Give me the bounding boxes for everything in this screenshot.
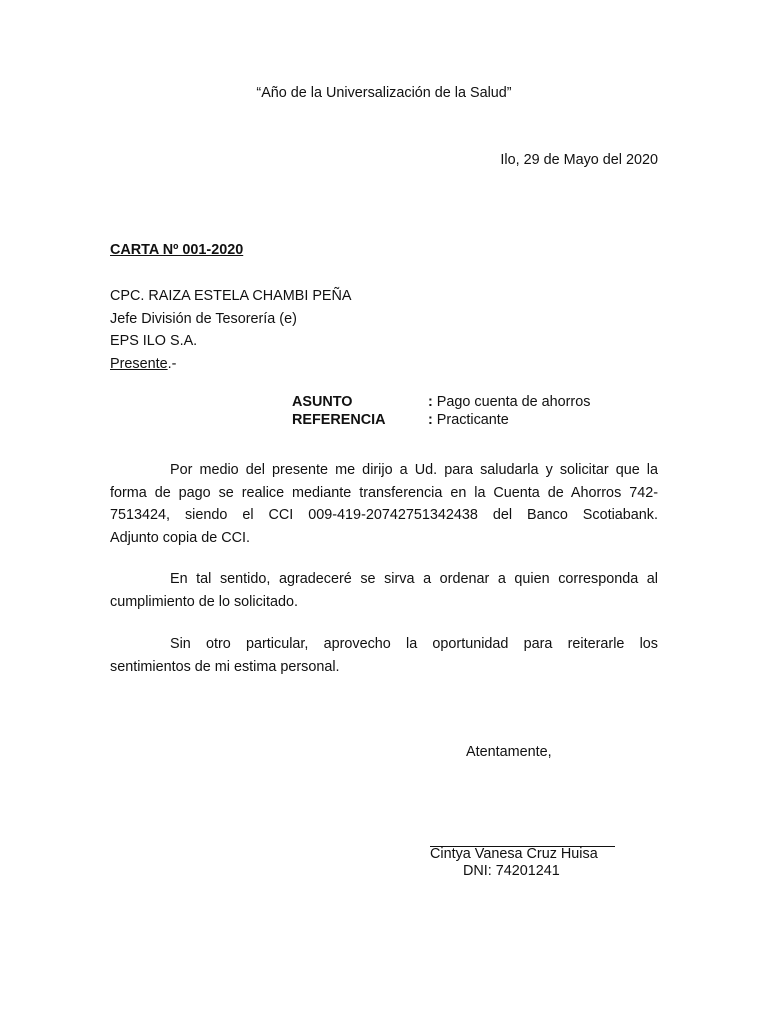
- date-line: Ilo, 29 de Mayo del 2020: [500, 152, 658, 168]
- presente-line: [110, 353, 352, 376]
- signature-name: Cintya Vanesa Cruz Huisa: [430, 846, 598, 862]
- paragraph-line: forma de pago se realice mediante transferencia en la Cuenta de Ahorros 742-: [110, 484, 658, 501]
- closing-salutation: Atentamente,: [466, 744, 552, 760]
- paragraph-line: Adjunto copia de CCI.: [110, 529, 250, 546]
- asunto-value: Pago cuenta de ahorros: [436, 394, 591, 410]
- recipient-block: [110, 285, 352, 375]
- paragraph-line: Por medio del presente me dirijo a Ud. para saludarla y solicitar que la: [170, 462, 658, 478]
- paragraph-line: Sin otro particular, aprovecho la oportunidad para reiterarle los: [170, 636, 658, 652]
- recipient-position: Jefe División de Tesorería (e): [110, 310, 297, 327]
- paragraph-line: 7513424, siendo el CCI 009-419-20742751342438 del Banco Scotiabank.: [110, 507, 658, 523]
- paragraph-line: cumplimiento de lo solicitado.: [110, 593, 298, 610]
- presente-word: Presente: [110, 355, 168, 372]
- recipient-company: EPS ILO S.A.: [110, 333, 198, 349]
- referencia-row: [292, 412, 590, 430]
- referencia-label: REFERENCIA: [292, 411, 386, 428]
- asunto-colon: :: [428, 394, 433, 410]
- asunto-row: [292, 394, 590, 412]
- subject-block: [292, 394, 590, 429]
- presente-suffix: .-: [167, 355, 177, 372]
- signature-dni: DNI: 74201241: [463, 863, 560, 879]
- letter-number: CARTA Nº 001-2020: [110, 242, 244, 258]
- year-motto: “Año de la Universalización de la Salud”: [256, 85, 512, 101]
- recipient-name: CPC. RAIZA ESTELA CHAMBI PEÑA: [110, 288, 352, 304]
- referencia-colon: :: [428, 411, 433, 428]
- paragraph-line: sentimientos de mi estima personal.: [110, 658, 340, 675]
- body-paragraph-thanks: [110, 568, 658, 613]
- body-paragraph-request: [110, 459, 658, 549]
- referencia-value: Practicante: [436, 411, 509, 428]
- paragraph-line: En tal sentido, agradeceré se sirva a ordenar a quien corresponda al: [170, 571, 658, 587]
- body-paragraph-farewell: [110, 633, 658, 678]
- asunto-label: ASUNTO: [292, 394, 353, 410]
